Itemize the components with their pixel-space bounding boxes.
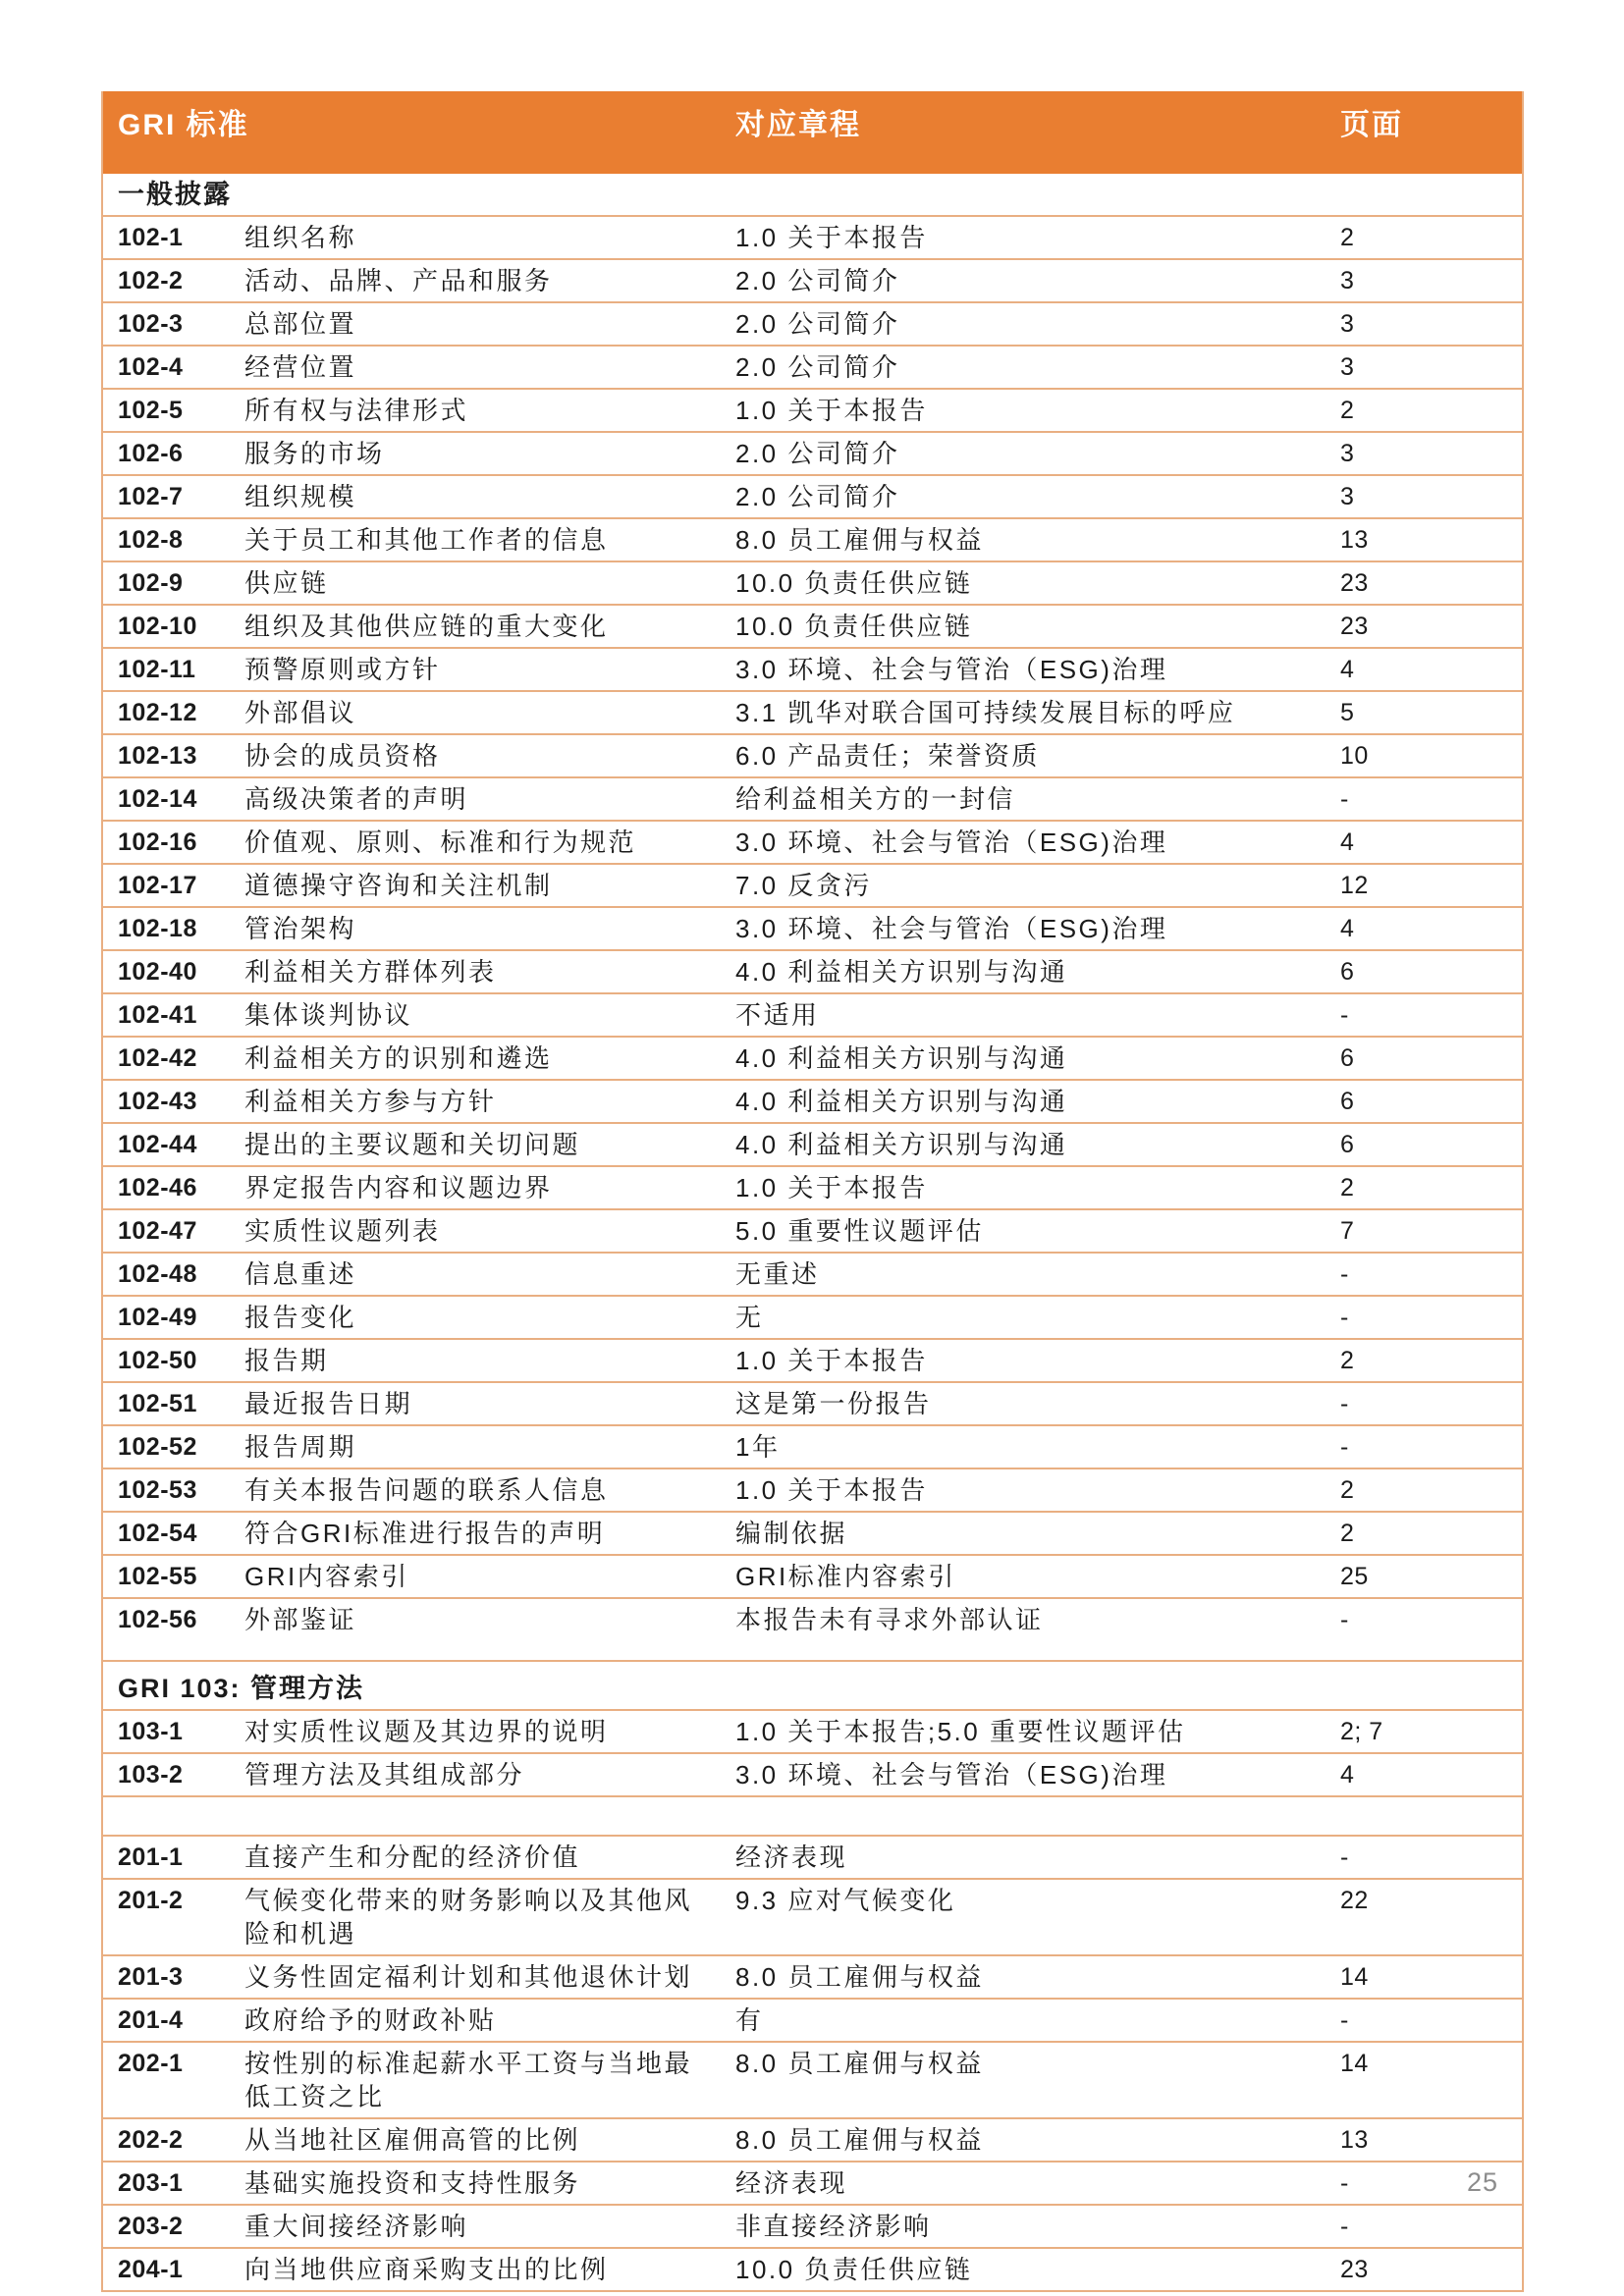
disclosure-title: 义务性固定福利计划和其他退休计划 <box>244 1962 693 1992</box>
disclosure-title: 符合GRI标准进行报告的声明 <box>244 1519 606 1548</box>
gri-content-index-table <box>101 91 1524 2292</box>
chapter-ref: 1.0 关于本报告 <box>735 1475 928 1505</box>
page-number: 25 <box>1467 2167 1499 2197</box>
gri-code: 102-6 <box>118 440 184 467</box>
chapter-ref: 1.0 关于本报告 <box>735 1173 928 1202</box>
chapter-ref: 本报告未有寻求外部认证 <box>735 1605 1044 1634</box>
page-ref: - <box>1340 785 1349 813</box>
page-ref: - <box>1340 1001 1349 1029</box>
page-ref: 22 <box>1340 1887 1369 1914</box>
page-ref: - <box>1340 1433 1349 1461</box>
chapter-ref: 10.0 负责任供应链 <box>735 612 973 641</box>
gri-code: 102-50 <box>118 1347 197 1374</box>
chapter-ref: 3.0 环境、社会与管治（ESG)治理 <box>735 914 1168 943</box>
section-header-row <box>103 1662 1522 1711</box>
table-row <box>103 692 1522 735</box>
spacer-row <box>103 1797 1522 1837</box>
table-row <box>103 562 1522 606</box>
disclosure-title: 协会的成员资格 <box>244 741 441 771</box>
chapter-ref: 不适用 <box>735 1000 820 1030</box>
gri-code: 103-2 <box>118 1761 184 1789</box>
page-ref: 4 <box>1340 1761 1355 1789</box>
header-col-chapter: 对应章程 <box>735 109 861 141</box>
gri-table-body <box>103 174 1522 2290</box>
gri-code: 102-3 <box>118 310 184 338</box>
page-ref: - <box>1340 1606 1349 1633</box>
header-col-gri-standard: GRI 标准 <box>118 109 249 141</box>
table-row <box>103 476 1522 519</box>
page-ref: 7 <box>1340 1217 1355 1245</box>
chapter-ref: GRI标准内容索引 <box>735 1562 956 1591</box>
gri-code: 102-11 <box>118 656 196 683</box>
table-row <box>103 1599 1522 1662</box>
chapter-ref: 9.3 应对气候变化 <box>735 1886 956 1915</box>
chapter-ref: 5.0 重要性议题评估 <box>735 1216 984 1246</box>
table-row <box>103 260 1522 303</box>
disclosure-title: 从当地社区雇佣高管的比例 <box>244 2125 581 2155</box>
chapter-ref: 8.0 员工雇佣与权益 <box>735 1962 984 1992</box>
chapter-ref: 1.0 关于本报告 <box>735 396 928 425</box>
gri-code: 102-42 <box>118 1044 197 1072</box>
table-row <box>103 822 1522 865</box>
table-row <box>103 865 1522 908</box>
gri-code: 202-1 <box>118 2050 184 2077</box>
page-ref: 2 <box>1340 1347 1355 1374</box>
header-col-page: 页面 <box>1340 109 1403 141</box>
gri-code: 201-2 <box>118 1887 184 1914</box>
table-row <box>103 433 1522 476</box>
chapter-ref: 无重述 <box>735 1259 820 1289</box>
chapter-ref: 1.0 关于本报告;5.0 重要性议题评估 <box>735 1717 1186 1746</box>
gri-code: 201-4 <box>118 2006 184 2034</box>
gri-code: 102-14 <box>118 785 197 813</box>
page-ref: 6 <box>1340 1088 1355 1115</box>
table-row <box>103 2119 1522 2163</box>
table-row <box>103 1556 1522 1599</box>
table-row <box>103 2249 1522 2290</box>
page-ref: - <box>1340 2213 1349 2240</box>
disclosure-title: 服务的市场 <box>244 439 385 468</box>
table-row <box>103 1254 1522 1297</box>
page-ref: 2 <box>1340 1174 1355 1201</box>
table-row <box>103 1754 1522 1797</box>
page-ref: 4 <box>1340 915 1355 942</box>
table-row <box>103 347 1522 390</box>
table-row <box>103 994 1522 1038</box>
disclosure-title: 活动、品牌、产品和服务 <box>244 266 553 295</box>
gri-code: 102-13 <box>118 742 197 770</box>
table-row <box>103 519 1522 562</box>
table-row <box>103 1469 1522 1513</box>
gri-code: 102-46 <box>118 1174 197 1201</box>
page-ref: 3 <box>1340 267 1355 294</box>
gri-code: 102-51 <box>118 1390 197 1417</box>
gri-code: 102-1 <box>118 224 184 251</box>
chapter-ref: 经济表现 <box>735 2168 848 2198</box>
gri-code: 201-1 <box>118 1843 184 1871</box>
gri-code: 102-47 <box>118 1217 197 1245</box>
chapter-ref: 4.0 利益相关方识别与沟通 <box>735 1043 1068 1073</box>
gri-code: 203-2 <box>118 2213 184 2240</box>
chapter-ref: 给利益相关方的一封信 <box>735 784 1016 814</box>
chapter-ref: 有 <box>735 2005 764 2035</box>
disclosure-title: 价值观、原则、标准和行为规范 <box>244 828 637 857</box>
gri-code: 102-4 <box>118 353 184 381</box>
disclosure-title: 关于员工和其他工作者的信息 <box>244 525 609 555</box>
page-ref: 12 <box>1340 872 1369 899</box>
disclosure-title: 外部鉴证 <box>244 1605 357 1634</box>
table-row <box>103 2206 1522 2249</box>
gri-code: 102-53 <box>118 1476 197 1504</box>
gri-code: 102-16 <box>118 828 197 856</box>
page-ref: - <box>1340 2169 1349 2197</box>
page-ref: 5 <box>1340 699 1355 726</box>
chapter-ref: 1年 <box>735 1432 781 1462</box>
disclosure-title: 组织名称 <box>244 223 357 252</box>
page-ref: - <box>1340 2006 1349 2034</box>
page-ref: 2 <box>1340 224 1355 251</box>
disclosure-title: 最近报告日期 <box>244 1389 413 1418</box>
disclosure-title: 政府给予的财政补贴 <box>244 2005 497 2035</box>
disclosure-title: 高级决策者的声明 <box>244 784 469 814</box>
chapter-ref: 4.0 利益相关方识别与沟通 <box>735 957 1068 987</box>
gri-code: 102-18 <box>118 915 197 942</box>
table-row <box>103 390 1522 433</box>
disclosure-title: 利益相关方参与方针 <box>244 1087 497 1116</box>
table-row <box>103 1956 1522 2000</box>
chapter-ref: 3.1 凯华对联合国可持续发展目标的呼应 <box>735 698 1236 727</box>
gri-code: 102-2 <box>118 267 184 294</box>
gri-code: 102-5 <box>118 397 184 424</box>
disclosure-title: 外部倡议 <box>244 698 357 727</box>
table-row <box>103 1880 1522 1956</box>
page-ref: 23 <box>1340 569 1369 597</box>
chapter-ref: 7.0 反贪污 <box>735 871 872 900</box>
section-title: GRI 103: 管理方法 <box>118 1674 365 1703</box>
gri-code: 102-17 <box>118 872 197 899</box>
page-ref: 23 <box>1340 2256 1369 2283</box>
page-ref: - <box>1340 1260 1349 1288</box>
disclosure-title: 信息重述 <box>244 1259 357 1289</box>
disclosure-title: 报告变化 <box>244 1303 357 1332</box>
gri-code: 102-55 <box>118 1563 197 1590</box>
chapter-ref: 2.0 公司简介 <box>735 266 900 295</box>
table-row <box>103 1167 1522 1210</box>
disclosure-title: 有关本报告问题的联系人信息 <box>244 1475 609 1505</box>
page-ref: 3 <box>1340 440 1355 467</box>
gri-code: 103-1 <box>118 1718 184 1745</box>
chapter-ref: 4.0 利益相关方识别与沟通 <box>735 1130 1068 1159</box>
gri-code: 201-3 <box>118 1963 184 1991</box>
page-ref: 4 <box>1340 828 1355 856</box>
chapter-ref: 3.0 环境、社会与管治（ESG)治理 <box>735 1760 1168 1789</box>
table-row <box>103 1124 1522 1167</box>
chapter-ref: 这是第一份报告 <box>735 1389 932 1418</box>
table-row <box>103 2163 1522 2206</box>
page-ref: 4 <box>1340 656 1355 683</box>
page-ref: - <box>1340 1843 1349 1871</box>
disclosure-title: 实质性议题列表 <box>244 1216 441 1246</box>
page-ref: 23 <box>1340 613 1369 640</box>
chapter-ref: 6.0 产品责任；荣誉资质 <box>735 741 1040 771</box>
table-row <box>103 303 1522 347</box>
chapter-ref: 4.0 利益相关方识别与沟通 <box>735 1087 1068 1116</box>
disclosure-title: 经营位置 <box>244 352 357 382</box>
gri-code: 102-44 <box>118 1131 197 1158</box>
section-title: 一般披露 <box>118 180 232 209</box>
disclosure-title: 所有权与法律形式 <box>244 396 469 425</box>
page-ref: - <box>1340 1390 1349 1417</box>
disclosure-title: 利益相关方群体列表 <box>244 957 497 987</box>
table-row <box>103 2000 1522 2043</box>
table-row <box>103 1340 1522 1383</box>
page-ref: 3 <box>1340 483 1355 510</box>
disclosure-title: 重大间接经济影响 <box>244 2212 469 2241</box>
table-row <box>103 1711 1522 1754</box>
chapter-ref: 2.0 公司简介 <box>735 309 900 339</box>
page-ref: 3 <box>1340 353 1355 381</box>
disclosure-title: 供应链 <box>244 568 329 598</box>
gri-code: 102-43 <box>118 1088 197 1115</box>
table-row <box>103 1038 1522 1081</box>
page-ref: 2; 7 <box>1340 1718 1383 1745</box>
page-ref: 14 <box>1340 1963 1369 1991</box>
gri-code: 102-41 <box>118 1001 197 1029</box>
disclosure-title: 管治架构 <box>244 914 357 943</box>
disclosure-title: 基础实施投资和支持性服务 <box>244 2168 581 2198</box>
table-row <box>103 735 1522 778</box>
page-ref: 14 <box>1340 2050 1369 2077</box>
table-row <box>103 1210 1522 1254</box>
chapter-ref: 8.0 员工雇佣与权益 <box>735 525 984 555</box>
page-ref: 6 <box>1340 958 1355 986</box>
disclosure-title: 总部位置 <box>244 309 357 339</box>
chapter-ref: 10.0 负责任供应链 <box>735 2255 973 2284</box>
chapter-ref: 3.0 环境、社会与管治（ESG)治理 <box>735 655 1168 684</box>
page-ref: 6 <box>1340 1044 1355 1072</box>
gri-code: 102-52 <box>118 1433 197 1461</box>
disclosure-title: 向当地供应商采购支出的比例 <box>244 2255 609 2284</box>
table-header-row <box>103 91 1522 174</box>
disclosure-title: 按性别的标准起薪水平工资与当地最低工资之比 <box>244 2049 693 2111</box>
page-ref: 25 <box>1340 1563 1369 1590</box>
page-ref: 2 <box>1340 1476 1355 1504</box>
chapter-ref: 无 <box>735 1303 764 1332</box>
gri-code: 102-54 <box>118 1520 197 1547</box>
chapter-ref: 10.0 负责任供应链 <box>735 568 973 598</box>
gri-code: 102-10 <box>118 613 197 640</box>
gri-code: 102-48 <box>118 1260 197 1288</box>
disclosure-title: 界定报告内容和议题边界 <box>244 1173 553 1202</box>
chapter-ref: 编制依据 <box>735 1519 848 1548</box>
table-row <box>103 1426 1522 1469</box>
table-row <box>103 1383 1522 1426</box>
table-row <box>103 649 1522 692</box>
table-row <box>103 1513 1522 1556</box>
page-ref: 6 <box>1340 1131 1355 1158</box>
chapter-ref: 经济表现 <box>735 1842 848 1872</box>
chapter-ref: 2.0 公司简介 <box>735 482 900 511</box>
chapter-ref: 非直接经济影响 <box>735 2212 932 2241</box>
table-row <box>103 908 1522 951</box>
page-ref: 2 <box>1340 397 1355 424</box>
gri-code: 102-12 <box>118 699 197 726</box>
gri-code: 203-1 <box>118 2169 184 2197</box>
page-ref: - <box>1340 1304 1349 1331</box>
table-row <box>103 2043 1522 2119</box>
chapter-ref: 2.0 公司简介 <box>735 352 900 382</box>
disclosure-title: 集体谈判协议 <box>244 1000 413 1030</box>
section-header-row <box>103 174 1522 217</box>
page-ref: 13 <box>1340 526 1369 554</box>
gri-code: 102-7 <box>118 483 184 510</box>
chapter-ref: 8.0 员工雇佣与权益 <box>735 2125 984 2155</box>
page-ref: 10 <box>1340 742 1369 770</box>
gri-code: 202-2 <box>118 2126 184 2154</box>
disclosure-title: 气候变化带来的财务影响以及其他风险和机遇 <box>244 1886 693 1949</box>
disclosure-title: 道德操守咨询和关注机制 <box>244 871 553 900</box>
page-ref: 2 <box>1340 1520 1355 1547</box>
disclosure-title: 对实质性议题及其边界的说明 <box>244 1717 609 1746</box>
table-row <box>103 1837 1522 1880</box>
disclosure-title: 报告期 <box>244 1346 329 1375</box>
chapter-ref: 8.0 员工雇佣与权益 <box>735 2049 984 2078</box>
gri-code: 102-9 <box>118 569 184 597</box>
disclosure-title: 报告周期 <box>244 1432 357 1462</box>
disclosure-title: 提出的主要议题和关切问题 <box>244 1130 581 1159</box>
chapter-ref: 1.0 关于本报告 <box>735 223 928 252</box>
gri-code: 102-8 <box>118 526 184 554</box>
page-ref: 3 <box>1340 310 1355 338</box>
table-row <box>103 778 1522 822</box>
chapter-ref: 1.0 关于本报告 <box>735 1346 928 1375</box>
table-row <box>103 606 1522 649</box>
disclosure-title: 直接产生和分配的经济价值 <box>244 1842 581 1872</box>
page-ref: 13 <box>1340 2126 1369 2154</box>
chapter-ref: 3.0 环境、社会与管治（ESG)治理 <box>735 828 1168 857</box>
disclosure-title: 管理方法及其组成部分 <box>244 1760 525 1789</box>
table-row <box>103 1297 1522 1340</box>
disclosure-title: 预警原则或方针 <box>244 655 441 684</box>
gri-code: 102-56 <box>118 1606 197 1633</box>
gri-code: 102-49 <box>118 1304 197 1331</box>
table-row <box>103 217 1522 260</box>
disclosure-title: 组织规模 <box>244 482 357 511</box>
disclosure-title: 利益相关方的识别和遴选 <box>244 1043 553 1073</box>
disclosure-title: 组织及其他供应链的重大变化 <box>244 612 609 641</box>
disclosure-title: GRI内容索引 <box>244 1562 409 1591</box>
table-row <box>103 951 1522 994</box>
gri-code: 102-40 <box>118 958 197 986</box>
table-row <box>103 1081 1522 1124</box>
chapter-ref: 2.0 公司简介 <box>735 439 900 468</box>
gri-code: 204-1 <box>118 2256 184 2283</box>
